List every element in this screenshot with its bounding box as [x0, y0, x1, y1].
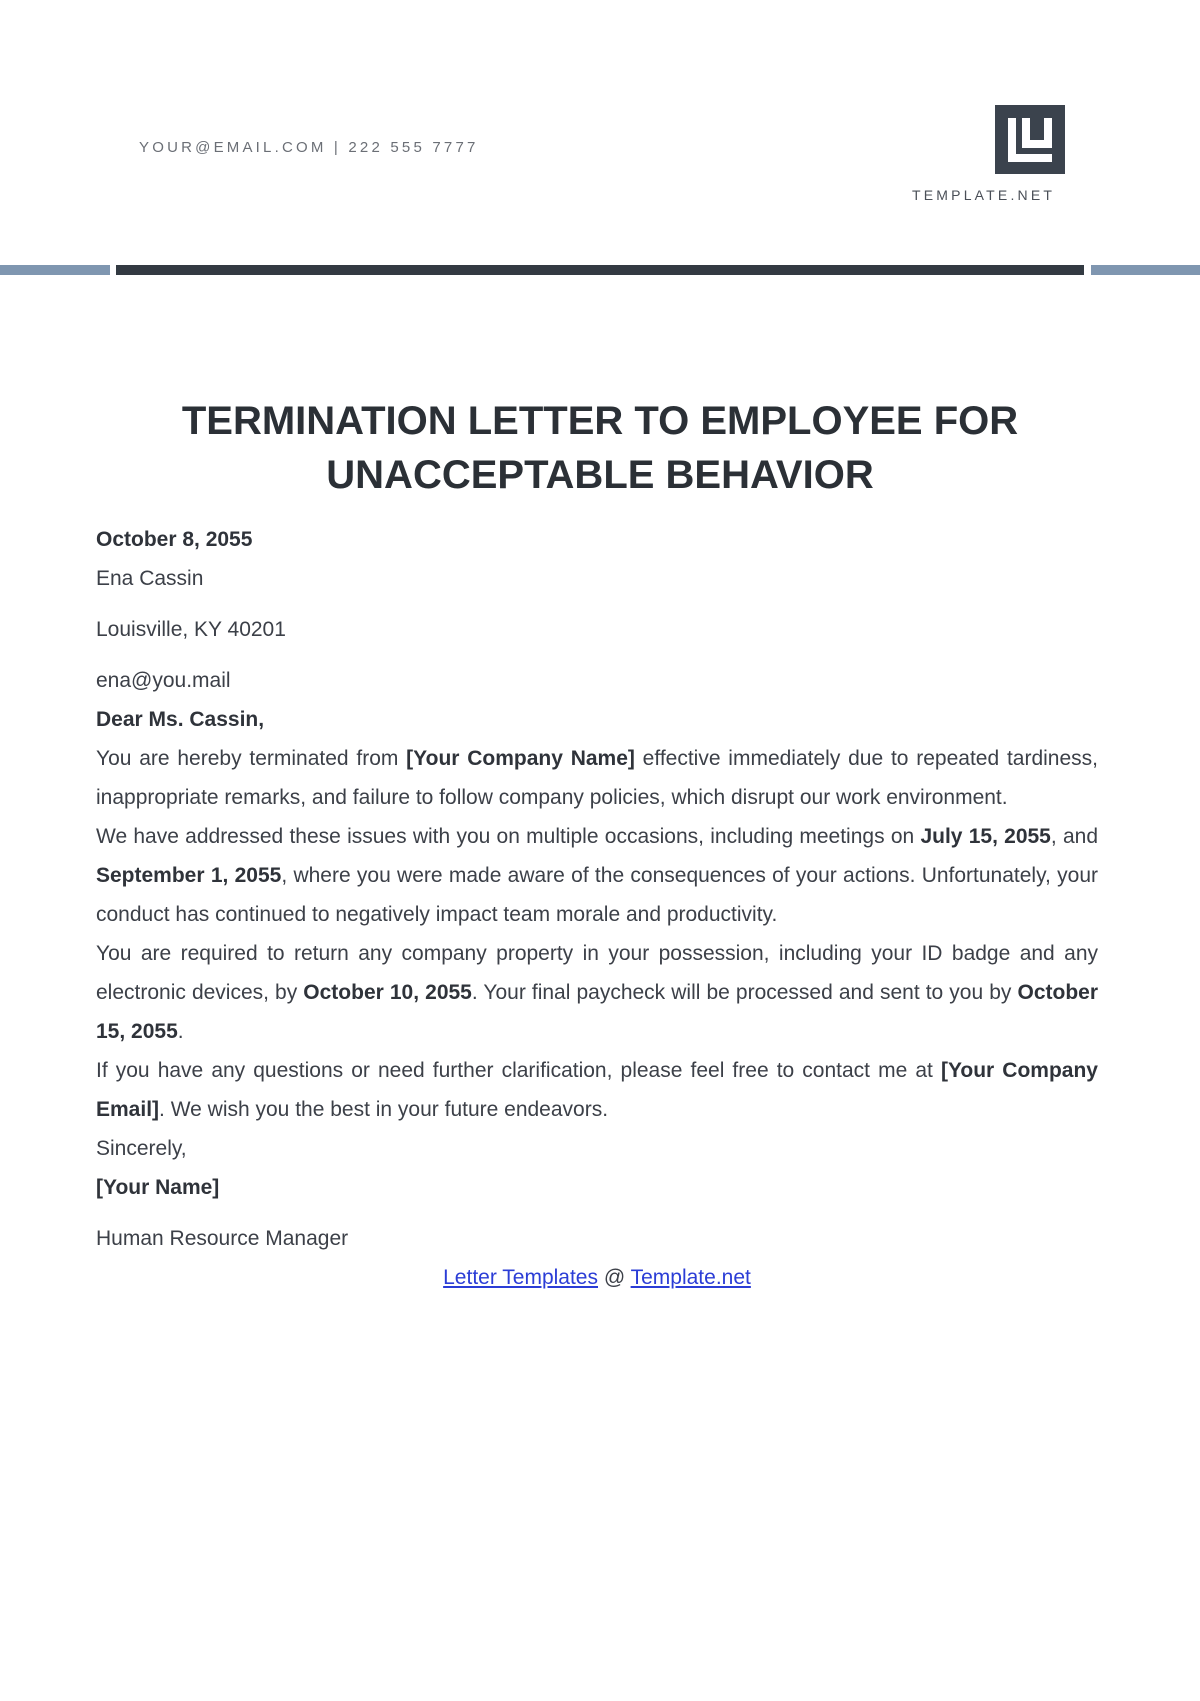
footer-links	[96, 1258, 1098, 1297]
signer-title: Human Resource Manager	[96, 1227, 349, 1250]
p4-text-c: . We wish you the best in your future endeavors.	[159, 1098, 609, 1121]
closing: Sincerely,	[96, 1137, 187, 1160]
paragraph-1	[96, 739, 1098, 817]
p3-return-date: October 10, 2055	[303, 981, 472, 1004]
logo-icon	[995, 105, 1065, 174]
header-rule-center	[116, 265, 1084, 275]
letter-date: October 8, 2055	[96, 528, 253, 551]
recipient-name: Ena Cassin	[96, 567, 204, 590]
p3-paycheck-date: October 15, 2055	[96, 981, 1098, 1043]
p2-date-2: September 1, 2055	[96, 864, 282, 887]
footer-separator: @	[598, 1266, 631, 1289]
p3-text-c: . Your final paycheck will be processed and sent to you by	[471, 981, 1018, 1004]
title-line-1: TERMINATION LETTER TO EMPLOYEE FOR	[181, 399, 1019, 443]
p4-company-email: [Your Company Email]	[96, 1059, 1098, 1121]
logo-text: TEMPLATE.NET	[912, 187, 1056, 203]
p1-text-a: You are hereby terminated from	[96, 747, 407, 770]
title-line-2: UNACCEPTABLE BEHAVIOR	[326, 453, 874, 497]
p1-company-name: [Your Company Name]	[406, 747, 635, 770]
paragraph-2	[96, 817, 1098, 934]
p2-date-1: July 15, 2055	[920, 825, 1051, 848]
recipient-address: Louisville, KY 40201	[96, 618, 286, 641]
letter-title	[96, 394, 1104, 502]
letter-templates-link[interactable]: Letter Templates	[443, 1266, 598, 1289]
p3-text-a: You are required to return any company property in your possession, including your ID badge and any electronic devices, by	[96, 942, 1098, 1004]
p3-text-e: .	[177, 1020, 184, 1043]
letter-body	[96, 520, 1098, 1297]
salutation: Dear Ms. Cassin,	[96, 708, 265, 731]
p2-text-a: We have addressed these issues with you on multiple occasions, including meetings on	[96, 825, 921, 848]
paragraph-3	[96, 934, 1098, 1051]
paragraph-4	[96, 1051, 1098, 1129]
template-net-link[interactable]: Template.net	[630, 1266, 751, 1289]
p4-text-a: If you have any questions or need further clarification, please feel free to contact me at	[96, 1059, 941, 1082]
p1-text-c: effective immediately due to repeated tardiness, inappropriate remarks, and failure to follow company policies, which disrupt our work environment.	[96, 747, 1098, 809]
header-rule-left	[0, 265, 110, 275]
p2-text-e: , where you were made aware of the consequences of your actions. Unfortunately, your conduct has continued to negatively impact team morale and productivity.	[96, 864, 1098, 926]
header-rule-right	[1091, 265, 1200, 275]
recipient-email: ena@you.mail	[96, 669, 231, 692]
header-contact: YOUR@EMAIL.COM | 222 555 7777	[139, 139, 479, 156]
signer-name: [Your Name]	[96, 1176, 220, 1199]
p2-text-c: , and	[1050, 825, 1098, 848]
